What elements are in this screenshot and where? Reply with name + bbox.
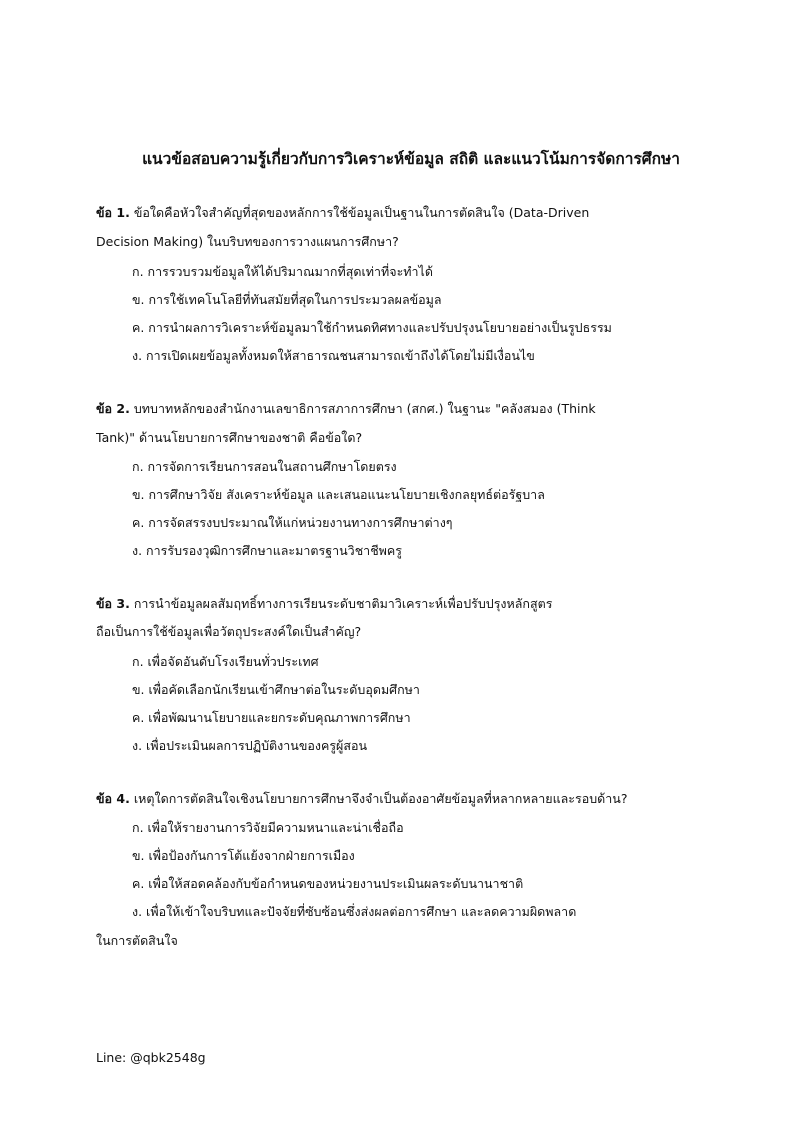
option-c: ค. เพื่อให้สอดคล้องกับข้อกำหนดของหน่วยงานประเมินผลระดับนานาชาติ (132, 876, 524, 891)
question-stem-continued: ถือเป็นการใช้ข้อมูลเพื่อวัตถุประสงค์ใดเป็นสำคัญ? (96, 624, 362, 639)
option-b: ข. เพื่อคัดเลือกนักเรียนเข้าศึกษาต่อในระดับอุดมศึกษา (132, 682, 420, 697)
footer-contact: Line: @qbk2548g (96, 1050, 206, 1065)
option-a: ก. เพื่อให้รายงานการวิจัยมีความหนาและน่าเชื่อถือ (132, 820, 404, 835)
option-d: ง. เพื่อให้เข้าใจบริบทและปัจจัยที่ซับซ้อนซึ่งส่งผลต่อการศึกษา และลดความผิดพลาด (132, 904, 577, 919)
option-a: ก. การจัดการเรียนการสอนในสถานศึกษาโดยตรง (132, 459, 397, 474)
option-b: ข. เพื่อป้องกันการโต้แย้งจากฝ่ายการเมือง (132, 848, 355, 863)
option-c: ค. การจัดสรรงบประมาณให้แก่หน่วยงานทางการศึกษาต่างๆ (132, 515, 453, 530)
option-d: ง. การรับรองวุฒิการศึกษาและมาตรฐานวิชาชีพครู (132, 543, 403, 558)
option-d-continued: ในการตัดสินใจ (96, 933, 178, 948)
option-b: ข. การศึกษาวิจัย สังเคราะห์ข้อมูล และเสนอแนะนโยบายเชิงกลยุทธ์ต่อรัฐบาล (132, 487, 545, 502)
option-d: ง. เพื่อประเมินผลการปฏิบัติงานของครูผู้สอน (132, 738, 368, 753)
question-number: ข้อ 3. (96, 596, 130, 611)
question-stem-continued: Tank)" ด้านนโยบายการศึกษาของชาติ คือข้อใด? (96, 430, 363, 445)
option-c: ค. เพื่อพัฒนานโยบายและยกระดับคุณภาพการศึกษา (132, 710, 411, 725)
page-title: แนวข้อสอบความรู้เกี่ยวกับการวิเคราะห์ข้อมูล สถิติ และแนวโน้มการจัดการศึกษา (142, 150, 680, 168)
question-stem: ข้อ 2. บทบาทหลักของสำนักงานเลขาธิการสภาการศึกษา (สกศ.) ในฐานะ "คลังสมอง (Think (96, 401, 596, 416)
option-d: ง. การเปิดเผยข้อมูลทั้งหมดให้สาธารณชนสามารถเข้าถึงได้โดยไม่มีเงื่อนไข (132, 348, 535, 363)
option-c: ค. การนำผลการวิเคราะห์ข้อมูลมาใช้กำหนดทิศทางและปรับปรุงนโยบายอย่างเป็นรูปธรรม (132, 320, 612, 335)
question-stem: ข้อ 3. การนำข้อมูลผลสัมฤทธิ์ทางการเรียนระดับชาติมาวิเคราะห์เพื่อปรับปรุงหลักสูตร (96, 596, 553, 611)
question-number: ข้อ 1. (96, 205, 130, 220)
option-b: ข. การใช้เทคโนโลยีที่ทันสมัยที่สุดในการประมวลผลข้อมูล (132, 292, 442, 307)
question-stem: ข้อ 1. ข้อใดคือหัวใจสำคัญที่สุดของหลักการใช้ข้อมูลเป็นฐานในการตัดสินใจ (Data-Driven (96, 205, 590, 220)
question-number: ข้อ 2. (96, 401, 130, 416)
option-a: ก. เพื่อจัดอันดับโรงเรียนทั่วประเทศ (132, 654, 319, 669)
option-a: ก. การรวบรวมข้อมูลให้ได้ปริมาณมากที่สุดเท่าที่จะทำได้ (132, 264, 433, 279)
question-number: ข้อ 4. (96, 791, 130, 806)
question-stem: ข้อ 4. เหตุใดการตัดสินใจเชิงนโยบายการศึกษาจึงจำเป็นต้องอาศัยข้อมูลที่หลากหลายและรอบด้าน? (96, 791, 628, 806)
question-stem-continued: Decision Making) ในบริบทของการวางแผนการศึกษา? (96, 234, 399, 249)
